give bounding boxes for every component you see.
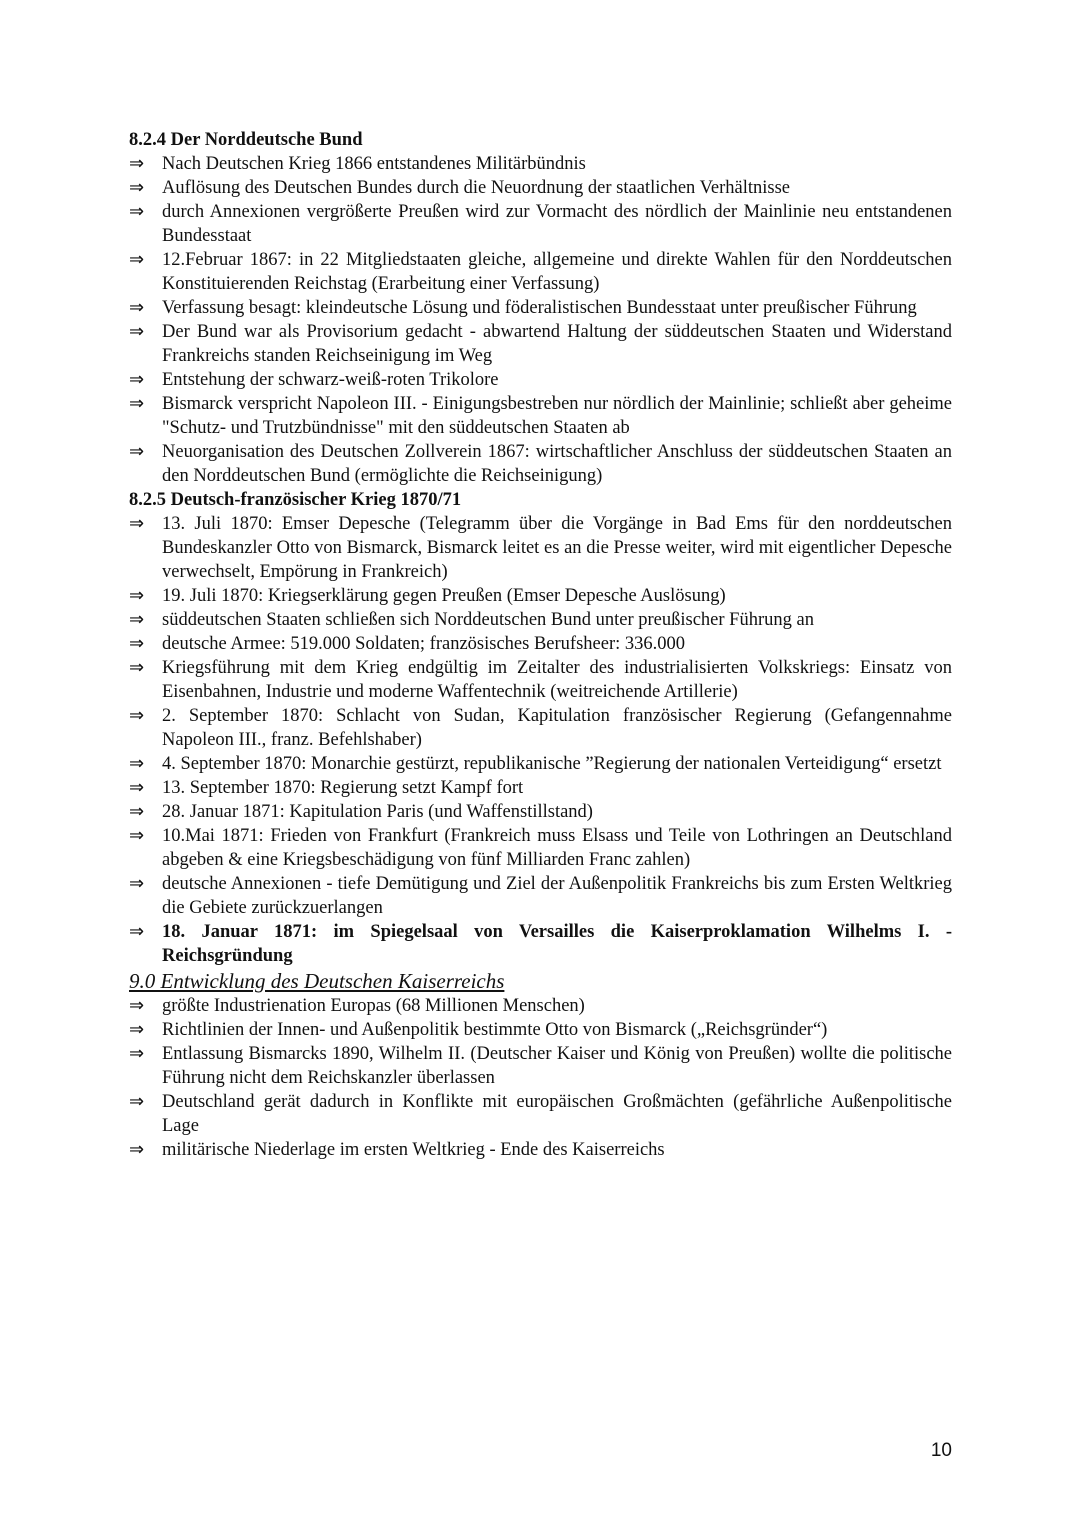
arrow-icon: ⇒ — [129, 1043, 145, 1064]
arrow-icon: ⇒ — [129, 321, 145, 342]
arrow-icon: ⇒ — [129, 153, 145, 174]
list-item: ⇒ Verfassung besagt: kleindeutsche Lösung und föderalistischen Bundesstaat unter preußischer Führung — [129, 297, 917, 318]
list-item: ⇒ Entstehung der schwarz-weiß-roten Trikolore — [129, 369, 499, 390]
arrow-icon: ⇒ — [129, 777, 145, 798]
list-item: ⇒ größte Industrienation Europas (68 Millionen Menschen) — [129, 995, 585, 1016]
list-item-reichsgruendung: ⇒ 18. Januar 1871: im Spiegelsaal von Versailles die Kaiserproklamation Wilhelms I. - Reichsgründung — [129, 921, 952, 966]
arrow-icon: ⇒ — [129, 873, 145, 894]
list-item: ⇒ Der Bund war als Provisorium gedacht - abwartend Haltung der süddeutschen Staaten und Widerstand Frankreichs standen Reichseinigung im Weg — [129, 321, 952, 366]
list-item: ⇒ 19. Juli 1870: Kriegserklärung gegen Preußen (Emser Depesche Auslösung) — [129, 585, 726, 606]
list-item: ⇒ Deutschland gerät dadurch in Konflikte mit europäischen Großmächten (gefährliche Außenpolitische Lage — [129, 1091, 952, 1136]
list-item: ⇒ 13. September 1870: Regierung setzt Kampf fort — [129, 777, 524, 798]
arrow-icon: ⇒ — [129, 249, 145, 270]
arrow-icon: ⇒ — [129, 633, 145, 654]
list-item: ⇒ Richtlinien der Innen- und Außenpolitik bestimmte Otto von Bismarck („Reichsgründer“) — [129, 1019, 828, 1040]
section-heading-deutsch-franzoesischer-krieg: 8.2.5 Deutsch-französischer Krieg 1870/71 — [129, 490, 462, 510]
list-item: ⇒ 12.Februar 1867: in 22 Mitgliedstaaten gleiche, allgemeine und direkte Wahlen für den Norddeutschen Konstituierenden Reichstag (Erarbeitung einer Verfassung) — [129, 249, 952, 294]
list-item: ⇒ 13. Juli 1870: Emser Depesche (Telegramm über die Vorgänge in Bad Ems für den norddeutschen Bundeskanzler Otto von Bismarck, Bismarck leitet es an die Presse weiter, wird mit eigentlicher Depesche verwechselt, Empörung in Frankreich) — [129, 513, 952, 582]
list-item: ⇒ deutsche Annexionen - tiefe Demütigung und Ziel der Außenpolitik Frankreichs bis zum Ersten Weltkrieg die Gebiete zurückzuerlangen — [129, 873, 952, 918]
page-number: 10 — [930, 1440, 952, 1461]
list-item: ⇒ 4. September 1870: Monarchie gestürzt, republikanische ”Regierung der nationalen Verteidigung“ ersetzt — [129, 753, 942, 774]
arrow-icon: ⇒ — [129, 297, 145, 318]
document-page — [129, 128, 952, 1162]
section-heading-norddeutscher-bund: 8.2.4 Der Norddeutsche Bund — [129, 130, 363, 150]
bullet-list-kaiserreich — [129, 994, 952, 1162]
section-heading-kaiserreich: 9.0 Entwicklung des Deutschen Kaiserreichs — [129, 969, 505, 993]
arrow-icon: ⇒ — [129, 801, 145, 822]
arrow-icon: ⇒ — [129, 921, 145, 942]
arrow-icon: ⇒ — [129, 995, 145, 1016]
arrow-icon: ⇒ — [129, 609, 145, 630]
arrow-icon: ⇒ — [129, 657, 145, 678]
list-item: ⇒ deutsche Armee: 519.000 Soldaten; französisches Berufsheer: 336.000 — [129, 633, 686, 654]
list-item: ⇒ militärische Niederlage im ersten Weltkrieg - Ende des Kaiserreichs — [129, 1139, 665, 1160]
arrow-icon: ⇒ — [129, 1139, 145, 1160]
arrow-icon: ⇒ — [129, 177, 145, 198]
arrow-icon: ⇒ — [129, 585, 145, 606]
list-item: ⇒ Neuorganisation des Deutschen Zollverein 1867: wirtschaftlicher Anschluss der süddeutschen Staaten an den Norddeutschen Bund (ermöglichte die Reichseinigung) — [129, 441, 952, 486]
list-item: ⇒ Nach Deutschen Krieg 1866 entstandenes Militärbündnis — [129, 153, 586, 174]
list-item: ⇒ durch Annexionen vergrößerte Preußen wird zur Vormacht des nördlich der Mainlinie neu entstandenen Bundesstaat — [129, 201, 952, 246]
arrow-icon: ⇒ — [129, 1019, 145, 1040]
list-item: ⇒ 28. Januar 1871: Kapitulation Paris (und Waffenstillstand) — [129, 801, 593, 822]
bullet-list-norddeutscher-bund — [129, 152, 952, 488]
arrow-icon: ⇒ — [129, 369, 145, 390]
list-item: ⇒ 10.Mai 1871: Frieden von Frankfurt (Frankreich muss Elsass und Teile von Lothringen an Deutschland abgeben & eine Kriegsbeschädigung von fünf Milliarden Franc zahlen) — [129, 825, 952, 870]
list-item: ⇒ Bismarck verspricht Napoleon III. - Einigungsbestreben nur nördlich der Mainlinie; schließt aber geheime "Schutz- und Trutzbündnisse" mit den süddeutschen Staaten ab — [129, 393, 952, 438]
arrow-icon: ⇒ — [129, 393, 145, 414]
list-item: ⇒ Kriegsführung mit dem Krieg endgültig im Zeitalter des industrialisierten Volkskriegs: Einsatz von Eisenbahnen, Industrie und moderne Waffentechnik (weitreichende Artillerie) — [129, 657, 952, 702]
arrow-icon: ⇒ — [129, 1091, 145, 1112]
arrow-icon: ⇒ — [129, 201, 145, 222]
arrow-icon: ⇒ — [129, 753, 145, 774]
arrow-icon: ⇒ — [129, 441, 145, 462]
arrow-icon: ⇒ — [129, 513, 145, 534]
list-item: ⇒ Auflösung des Deutschen Bundes durch die Neuordnung der staatlichen Verhältnisse — [129, 177, 790, 198]
arrow-icon: ⇒ — [129, 705, 145, 726]
list-item: ⇒ 2. September 1870: Schlacht von Sudan, Kapitulation französischer Regierung (Gefangennahme Napoleon III., franz. Befehlshaber) — [129, 705, 952, 750]
list-item: ⇒ Entlassung Bismarcks 1890, Wilhelm II. (Deutscher Kaiser und König von Preußen) wollte die politische Führung nicht dem Reichskanzler überlassen — [129, 1043, 952, 1088]
bullet-list-krieg — [129, 512, 952, 968]
list-item: ⇒ süddeutschen Staaten schließen sich Norddeutschen Bund unter preußischer Führung an — [129, 609, 814, 630]
arrow-icon: ⇒ — [129, 825, 145, 846]
